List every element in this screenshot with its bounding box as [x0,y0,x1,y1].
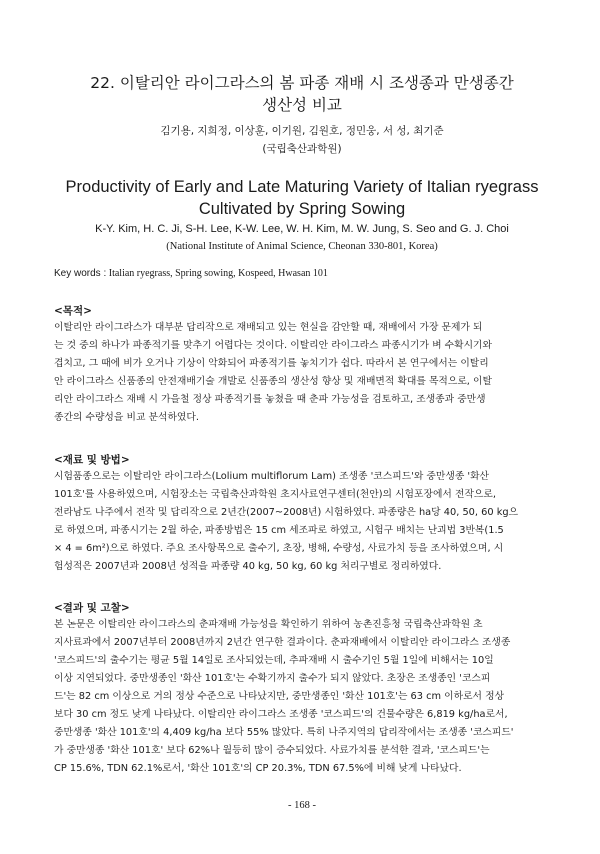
title-english-line-2: Cultivated by Spring Sowing [198,200,406,218]
text-line: 가 중만생종 '화산 101호' 보다 62%나 월등히 많이 증수되었다. 사료가치를 분석한 결과, '코스피드'는 [54,745,490,756]
affiliation-english: (National Institute of Animal Science, Cheonan 330-801, Korea) [166,241,438,252]
title-korean-line-2: 생산성 비교 [262,96,342,114]
text-line: 종간의 수량성을 비교 분석하였다. [54,412,199,423]
text-line: 겹치고, 그 때에 비가 오거나 기상이 악화되어 파종적기를 놓치기가 쉽다. 따라서 본 연구에서는 이탈리 [54,358,489,369]
authors-english: K-Y. Kim, H. C. Ji, S-H. Lee, K-W. Lee, W. H. Kim, M. W. Jung, S. Seo and G. J. Choi [95,223,509,235]
text-line: 전라남도 나주에서 전작 및 답리작으로 2년간(2007~2008년) 시험하였다. 파종량은 ha당 40, 50, 60 kg으 [54,507,519,518]
text-line: 이탈리안 라이그라스가 대부분 답리작으로 재배되고 있는 현실을 감안할 때, 재배에서 가장 문제가 되 [54,322,483,333]
page-number: - 168 - [288,800,316,811]
text-line: '코스피드'의 출수기는 평균 5월 14일로 조사되었는데, 추파재배 시 출수기인 5월 1일에 비해서는 10일 [54,655,494,666]
authors-korean: 김기용, 지희정, 이상훈, 이기원, 김원호, 정민웅, 서 성, 최기준 [160,125,444,137]
affiliation-korean: (국립축산과학원) [262,143,342,155]
text-line: 험성적은 2007년과 2008년 성적을 파종량 40 kg, 50 kg, 60 kg 처리구별로 정리하였다. [54,561,442,572]
section-body-methods [54,468,550,576]
text-line: 안 라이그라스 신품종의 안전재배기술 개발로 신품종의 생산성 향상 및 재배면적 확대를 목적으로, 이탈 [54,376,492,387]
text-line: 는 것 중의 하나가 파종적기를 맞추기 어렵다는 것이다. 이탈리안 라이그라스 파종시기가 벼 수확시기와 [54,340,492,351]
text-line: 지사료과에서 2007년부터 2008년까지 2년간 연구한 결과이다. 춘파재배에서 이탈리안 라이그라스 조생종 [54,637,511,648]
text-line: 리안 라이그라스 재배 시 가을철 정상 파종적기를 놓쳤을 때 춘파 가능성을 검토하고, 조생종과 중만생 [54,394,486,405]
text-line: 보다 30 cm 정도 낮게 나타났다. 이탈리안 라이그라스 조생종 '코스피드'의 건물수량은 6,819 kg/ha로서, [54,709,508,720]
text-line: 로 하였으며, 파종시기는 2월 하순, 파종방법은 15 cm 세조파로 하였고, 시험구 배치는 난괴법 3반복(1.5 [54,525,504,536]
keywords [54,268,550,279]
section-heading-results: <결과 및 고찰> [54,602,130,614]
section-heading-methods: <재료 및 방법> [54,454,130,466]
text-line: CP 15.6%, TDN 62.1%로서, '화산 101호'의 CP 20.3%, TDN 67.5%에 비해 낮게 나타났다. [54,763,462,774]
text-line: 본 논문은 이탈리안 라이그라스의 춘파재배 가능성을 확인하기 위하여 농촌진흥청 국립축산과학원 초 [54,619,483,630]
keywords-list: Italian ryegrass, Spring sowing, Kospeed, Hwasan 101 [108,268,328,279]
section-heading-purpose: <목적> [54,305,92,317]
text-line: 중만생종 '화산 101호'의 4,409 kg/ha 보다 55% 많았다. 특히 나주지역의 답리작에서는 조생종 '코스피드' [54,727,514,738]
text-line: 시험품종으로는 이탈리안 라이그라스(Lolium multiflorum Lam) 조생종 '코스피드'와 중만생종 '화산 [54,471,490,482]
section-body-purpose [54,319,550,427]
text-line: 이상 지연되었다. 중만생종인 '화산 101호'는 수확기까지 출수가 되지 않았다. 초장은 조생종인 '코스피 [54,673,491,684]
text-line: 드'는 82 cm 이상으로 거의 정상 수준으로 나타났지만, 중만생종인 '화산 101호'는 63 cm 이하로서 정상 [54,691,505,702]
text-line: × 4 = 6m²)으로 하였다. 주요 조사항목으로 출수기, 초장, 병해, 수량성, 사료가치 등을 조사하였으며, 시 [54,543,504,554]
text-line: 101호'를 사용하였으며, 시험장소는 국립축산과학원 초지사료연구센터(천안)의 시험포장에서 전작으로, [54,489,496,500]
section-body-results [54,616,550,778]
title-korean-line-1: 22. 이탈리안 라이그라스의 봄 파종 재배 시 조생종과 만생종간 [90,74,514,92]
title-english-line-1: Productivity of Early and Late Maturing Variety of Italian ryegrass [65,178,539,196]
keywords-label: Key words : [54,268,107,279]
